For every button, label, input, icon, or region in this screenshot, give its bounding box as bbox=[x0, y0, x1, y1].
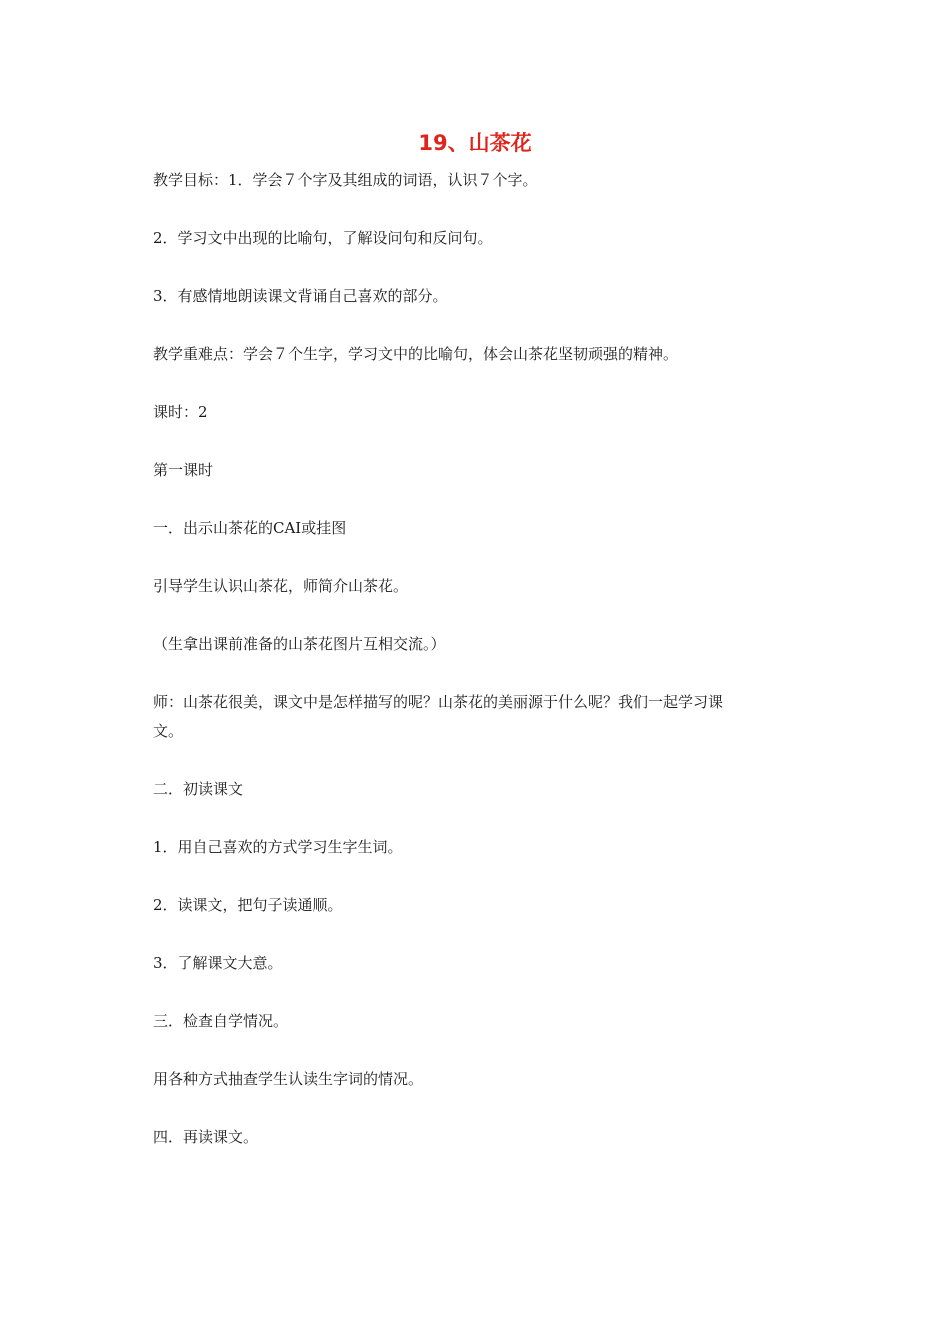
paragraph-step-1-exchange: （生拿出课前准备的山茶花图片互相交流。） bbox=[153, 635, 446, 653]
section-first-lesson: 第一课时 bbox=[153, 461, 214, 479]
paragraph-teacher-question-cont: 文。 bbox=[153, 722, 184, 740]
paragraph-objective-2: 2．学习文中出现的比喻句，了解设问句和反问句。 bbox=[153, 229, 493, 247]
paragraph-lesson-count: 课时：2 bbox=[153, 403, 208, 421]
paragraph-step-2-item-3: 3．了解课文大意。 bbox=[153, 954, 283, 972]
paragraph-objective-3: 3．有感情地朗读课文背诵自己喜欢的部分。 bbox=[153, 287, 448, 305]
heading-step-1: 一．出示山茶花的CAI或挂图 bbox=[153, 519, 347, 537]
document-body bbox=[153, 166, 803, 1152]
paragraph-step-3-check: 用各种方式抽查学生认读生字词的情况。 bbox=[153, 1070, 424, 1088]
paragraph-objectives: 教学目标：1．学会７个字及其组成的词语，认识７个字。 bbox=[153, 171, 538, 189]
heading-step-3: 三．检查自学情况。 bbox=[153, 1012, 289, 1030]
paragraph-step-1-guide: 引导学生认识山茶花，师简介山茶花。 bbox=[153, 577, 409, 595]
document-title: 19、山茶花 bbox=[418, 131, 532, 155]
heading-step-4: 四．再读课文。 bbox=[153, 1128, 259, 1146]
paragraph-key-points: 教学重难点：学会７个生字，学习文中的比喻句，体会山茶花坚韧顽强的精神。 bbox=[153, 345, 679, 363]
heading-step-2: 二．初读课文 bbox=[153, 780, 244, 798]
paragraph-step-2-item-1: 1．用自己喜欢的方式学习生字生词。 bbox=[153, 838, 403, 856]
paragraph-teacher-question: 师：山茶花很美，课文中是怎样描写的呢？山茶花的美丽源于什么呢？我们一起学习课 bbox=[153, 693, 724, 711]
paragraph-step-2-item-2: 2．读课文，把句子读通顺。 bbox=[153, 896, 343, 914]
